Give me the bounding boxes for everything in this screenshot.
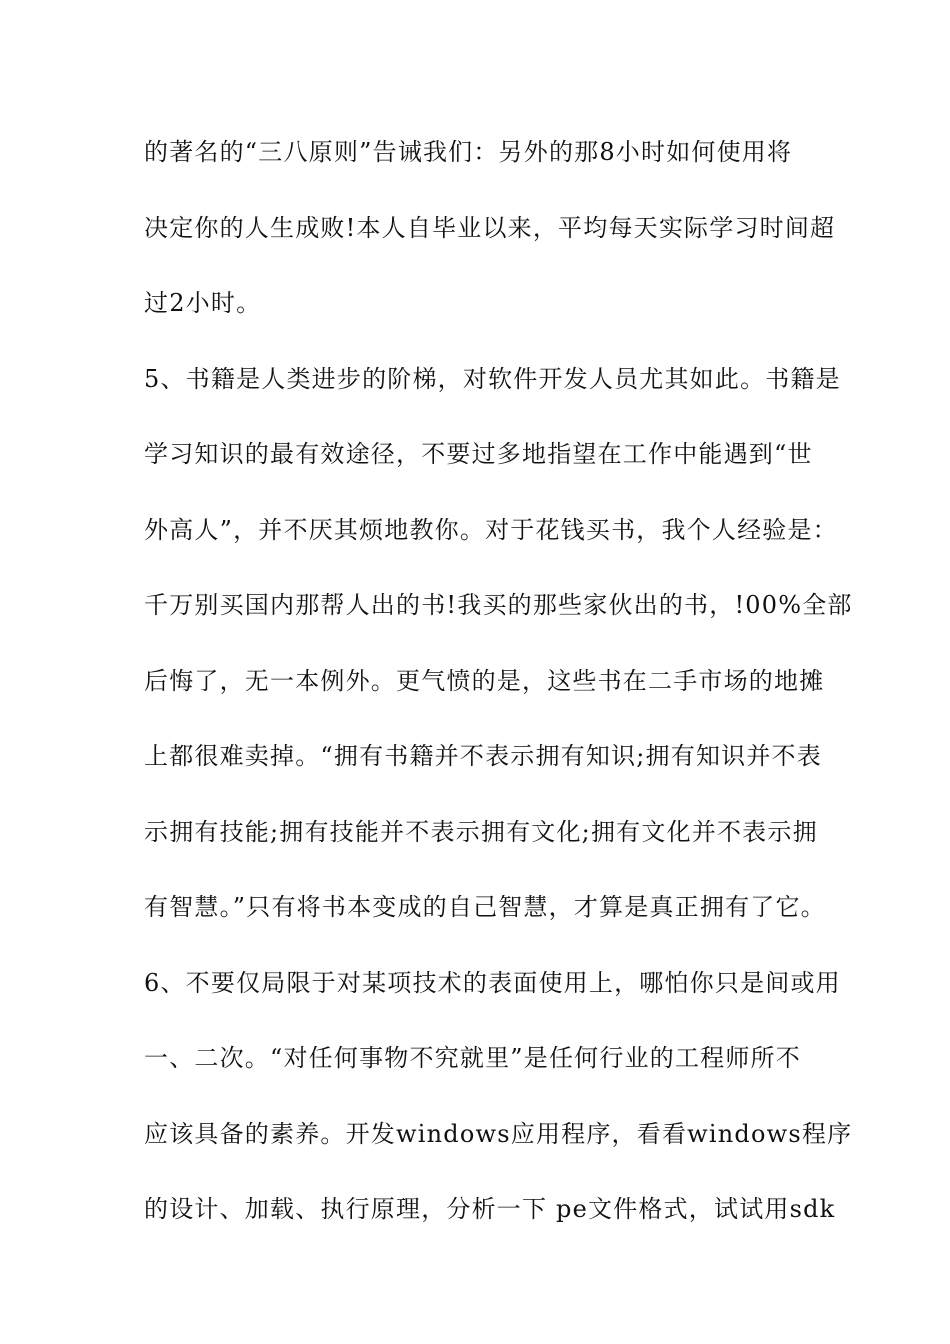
text-line: 上都很难卖掉。“拥有书籍并不表示拥有知识;拥有知识并不表	[144, 742, 822, 770]
text-line: 学习知识的最有效途径，不要过多地指望在工作中能遇到“世	[144, 440, 813, 468]
text-line: 过2小时。	[144, 289, 262, 317]
text-line: 示拥有技能;拥有技能并不表示拥有文化;拥有文化并不表示拥	[144, 817, 818, 846]
text-line: 外高人”，并不厌其烦地教你。对于花钱买书，我个人经验是：	[144, 515, 838, 544]
text-line: 有智慧。”只有将书本变成的自己智慧，才算是真正拥有了它。	[144, 893, 826, 921]
text-line: 应该具备的素养。开发windows应用程序，看看windows程序	[144, 1119, 853, 1148]
text-line: 的著名的“三八原则”告诫我们：另外的那8小时如何使用将	[144, 138, 793, 166]
text-line: 一、二次。“对任何事物不究就里”是任何行业的工程师所不	[144, 1044, 801, 1072]
text-line: 后悔了，无一本例外。更气愤的是，这些书在二手市场的地摊	[144, 666, 825, 695]
text-line: 5、书籍是人类进步的阶梯，对软件开发人员尤其如此。书籍是	[144, 364, 841, 393]
text-line: 6、不要仅局限于对某项技术的表面使用上，哪怕你只是间或用	[144, 968, 841, 997]
text-line: 的设计、加载、执行原理，分析一下 pe文件格式，试试用sdk	[144, 1195, 836, 1223]
text-line: 千万别买国内那帮人出的书!我买的那些家伙出的书，!00%全部	[144, 591, 853, 619]
text-line: 决定你的人生成败!本人自毕业以来，平均每天实际学习时间超	[144, 213, 836, 242]
document-body	[144, 132, 853, 1265]
